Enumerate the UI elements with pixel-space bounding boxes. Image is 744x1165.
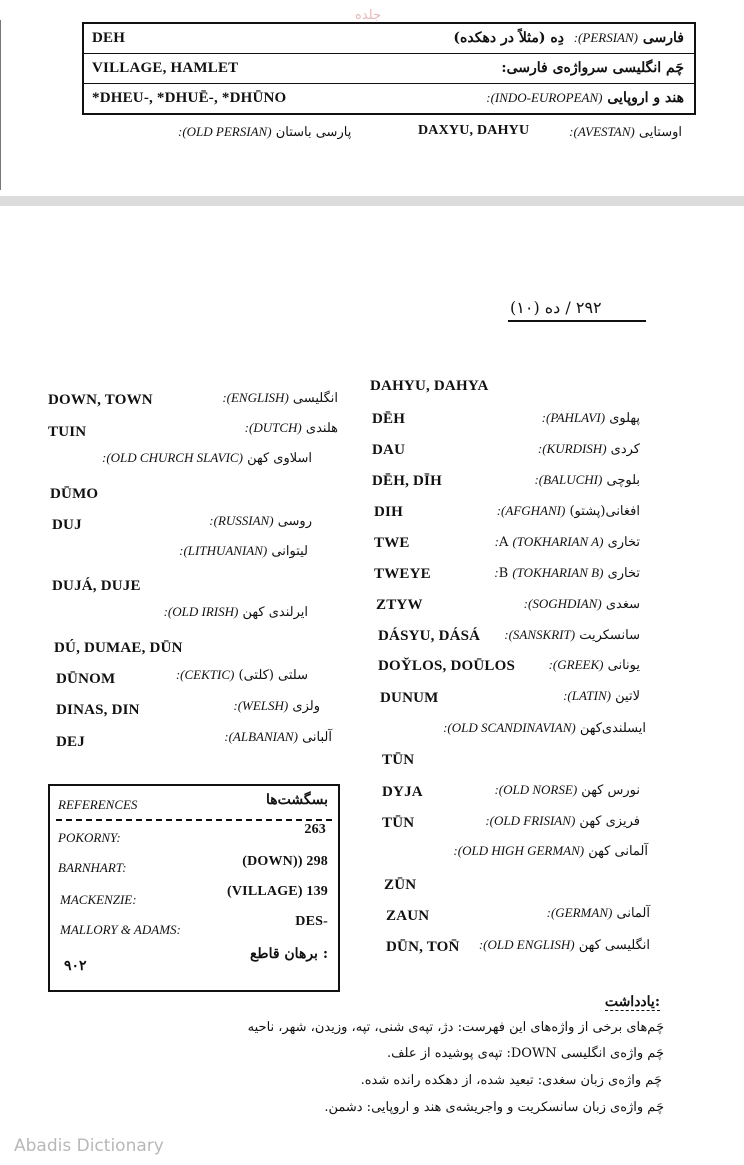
left-entry-lang: ولزی (WELSH): <box>233 698 320 714</box>
right-entry-lang: نورس کهن (OLD NORSE): <box>494 782 640 798</box>
header-panel <box>0 0 744 196</box>
left-entry-word: DÚ, DUMAE, DŪN <box>54 640 183 656</box>
right-entry-word: DUNUM <box>380 690 439 706</box>
footer-watermark: Abadis Dictionary <box>14 1136 164 1156</box>
right-entry-lang: بلوچی (BALUCHI): <box>534 472 640 488</box>
right-entry-lang: سغدی (SOGHDIAN): <box>523 596 640 612</box>
reference-label: MACKENZIE: <box>60 892 137 907</box>
left-entry-lang: هلندی (DUTCH): <box>244 420 338 436</box>
english-meaning-label: چَم انگلیسی سرواژه‌ی فارسی: <box>501 60 684 76</box>
right-entry-word: ZTYW <box>376 597 423 613</box>
page-number: ۲۹۲ / ده (۱۰) <box>510 298 602 317</box>
right-entry-word: DĒH, DĪH <box>372 473 442 489</box>
page-separator <box>0 196 744 206</box>
left-entry-lang: اسلاوی کهن (OLD CHURCH SLAVIC): <box>101 450 312 466</box>
left-entry-lang: سلتی (کلتی) (CEKTIC): <box>175 667 308 683</box>
right-entry-lang: آلمانی کهن (OLD HIGH GERMAN): <box>453 843 648 859</box>
right-entry-word: DŪN, TON̄ <box>386 939 460 955</box>
note-line: چَم واژه‌ی زبان سغدی: تبعید شده، از دهکده رانده شده. <box>360 1073 662 1088</box>
left-entry-word: DŪMO <box>50 486 99 502</box>
right-entry-lang: آلمانی (GERMAN): <box>546 905 650 921</box>
references-title: REFERENCES <box>58 797 138 812</box>
header-watermark: جلده <box>355 8 381 23</box>
notes-title: یادداشت: <box>604 994 660 1010</box>
right-entry-lang: کردی (KURDISH): <box>537 441 640 457</box>
right-entry-lang: یونانی (GREEK): <box>548 657 640 673</box>
right-entry-word: DAU <box>372 442 406 458</box>
right-entry-lang: تخاری A (TOKHARIAN A): <box>494 534 640 550</box>
right-entry-word: TŪN <box>382 815 415 831</box>
left-entry-word: DOWN, TOWN <box>48 392 153 408</box>
right-entry-word: TWEYE <box>374 566 431 582</box>
left-entry-lang: لیتوانی (LITHUANIAN): <box>179 543 308 559</box>
left-entry-word: DINAS, DIN <box>56 702 140 718</box>
left-entry-word: DUJ <box>52 517 82 533</box>
right-entry-word: TWE <box>374 535 410 551</box>
avestan-word: DAXYU, DAHYU <box>418 123 530 138</box>
right-entry-word: ZAUN <box>386 908 430 924</box>
right-entry-lang: پهلوی (PAHLAVI): <box>541 410 640 426</box>
old-persian-label: پارسی باستان (OLD PERSIAN): <box>178 124 352 140</box>
right-entry-word: DĒH <box>372 411 406 427</box>
header-row-english <box>84 54 694 84</box>
right-entry-word: DAHYU, DAHYA <box>370 378 489 394</box>
reference-value: (DOWN)) 298 <box>242 854 328 869</box>
right-entry-word: ZŪN <box>384 877 417 893</box>
reference-value: 263 <box>304 822 326 837</box>
reference-value: DES- <box>295 914 328 929</box>
persian-label: فارسی (PERSIAN): دِه (مثلاً در دهکده) <box>453 30 684 46</box>
references-divider <box>56 819 332 821</box>
right-entry-lang: افغانی(پشتو) (AFGHANI): <box>496 503 640 519</box>
page-edge <box>0 20 1 190</box>
indo-european-label: هند و اروپایی (INDO-EUROPEAN): <box>486 90 684 106</box>
reference-value: (VILLAGE) 139 <box>227 884 328 899</box>
left-entry-word: TUIN <box>48 424 87 440</box>
right-entry-word: TŪN <box>382 752 415 768</box>
right-entry-lang: انگلیسی کهن (OLD ENGLISH): <box>478 937 650 953</box>
english-meaning: VILLAGE, HAMLET <box>92 60 239 76</box>
reference-label: MALLORY & ADAMS: <box>60 922 181 937</box>
page-number-underline <box>508 320 646 322</box>
left-entry-lang: انگلیسی (ENGLISH): <box>222 390 338 406</box>
note-line: چَم واژه‌ی زبان سانسکریت و واجریشه‌ی هند و اروپایی: دشمن. <box>324 1100 664 1115</box>
references-title-fa: بسگشت‌ها <box>265 792 328 808</box>
right-entry-word: DIH <box>374 504 403 520</box>
burhan-value: ۹۰۲ <box>64 958 87 974</box>
burhan-label: برهان قاطع : <box>249 946 328 962</box>
reference-label: BARNHART: <box>58 860 127 875</box>
left-entry-word: DŪNOM <box>56 671 116 687</box>
right-entry-word: DYJA <box>382 784 423 800</box>
left-entry-lang: روسی (RUSSIAN): <box>209 513 312 529</box>
right-entry-word: DÁSYU, DÁSÁ <box>378 628 481 644</box>
right-entry-word: DOY̆LOS, DOŪLOS <box>378 658 515 674</box>
references-box <box>48 784 340 992</box>
note-line: چَم واژه‌ی انگلیسی DOWN: تپه‌ی پوشیده از علف. <box>386 1046 664 1061</box>
header-row-indo-european <box>84 84 694 113</box>
right-entry-lang: سانسکریت (SANSKRIT): <box>504 627 640 643</box>
avestan-label: اوستایی (AVESTAN): <box>569 124 682 140</box>
header-row-persian <box>84 24 694 54</box>
left-entry-word: DUJÁ, DUJE <box>52 578 141 594</box>
right-entry-lang: ایسلندی‌کهن (OLD SCANDINAVIAN): <box>443 720 646 736</box>
right-entry-lang: تخاری B (TOKHARIAN B): <box>494 565 640 581</box>
header-table <box>82 22 696 115</box>
left-entry-lang: ایرلندی کهن (OLD IRISH): <box>163 604 308 620</box>
indo-european-roots: *DHEU-, *DHUĒ-, *DHŪNO <box>92 90 287 106</box>
right-entry-lang: لاتین (LATIN): <box>563 688 640 704</box>
right-entry-lang: فریزی کهن (OLD FRISIAN): <box>485 813 640 829</box>
reference-label: POKORNY: <box>58 830 121 845</box>
left-entry-word: DEJ <box>56 734 85 750</box>
note-line: چَم‌های برخی از واژه‌های این فهرست: دژ، تپه‌ی شنی، تپه، وزیدن، شهر، ناحیه <box>247 1020 664 1035</box>
persian-word: DEH <box>92 30 126 46</box>
left-entry-lang: آلبانی (ALBANIAN): <box>224 729 332 745</box>
